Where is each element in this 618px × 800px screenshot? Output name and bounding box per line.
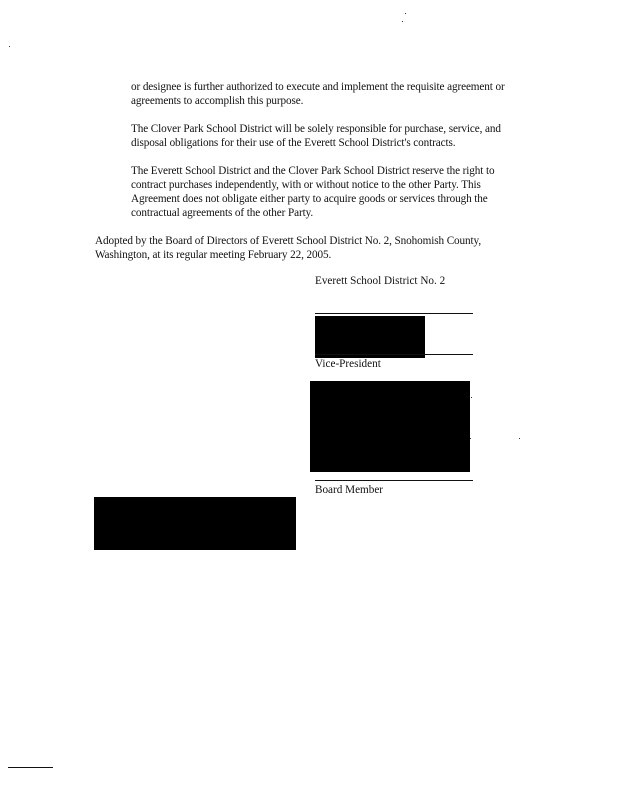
paragraph-authorization: or designee is further authorized to execute and implement the requisite agreement or agreements to accomplish this purpose.	[131, 81, 505, 107]
paragraph-responsibility: The Clover Park School District will be solely responsible for purchase, service, and disposal obligations for their use of the Everett School District's contracts.	[131, 123, 501, 149]
redaction-box	[94, 497, 296, 550]
board-member-title: Board Member	[315, 484, 384, 496]
adoption-statement: Adopted by the Board of Directors of Everett School District No. 2, Snohomish County, Washington, at its regular meeting February 22, 2005.	[95, 235, 482, 261]
signature-line	[315, 480, 473, 481]
scan-speck	[9, 46, 10, 47]
redaction-box	[315, 316, 425, 358]
scan-speck	[402, 21, 403, 22]
signature-line	[315, 313, 473, 314]
vice-president-title: Vice-President	[315, 358, 381, 370]
scan-speck	[405, 13, 406, 14]
footer-rule	[8, 767, 53, 768]
scan-speck	[471, 397, 472, 398]
scan-speck	[470, 438, 471, 439]
signature-line	[315, 354, 473, 355]
paragraph-reservation: The Everett School District and the Clover Park School District reserve the right to contract purchases independently, with or without notice to the other Party. This Agreement does not obligate either party to acquire goods or services through the contractual agreements of the other Party.	[131, 165, 495, 219]
district-name: Everett School District No. 2	[315, 275, 446, 287]
redaction-box	[310, 381, 470, 472]
scan-speck	[519, 438, 520, 439]
